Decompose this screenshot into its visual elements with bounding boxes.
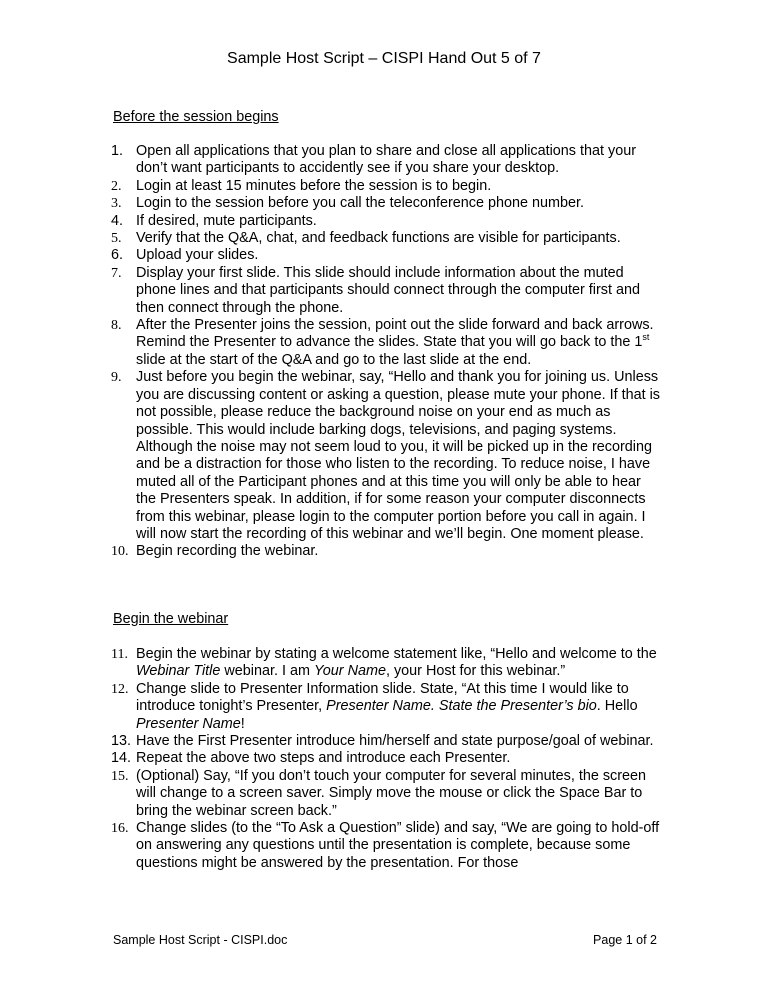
item-text: If desired, mute participants.: [136, 212, 317, 229]
list-item: [111, 543, 661, 560]
item-number: 15.: [111, 768, 129, 784]
item-text: Have the First Presenter introduce him/herself and state purpose/goal of webinar.: [136, 733, 654, 750]
item-text: Upload your slides.: [136, 247, 259, 264]
item-text: Change slides (to the “To Ask a Question” slide) and say, “We are going to hold-off on answering any questions until the presentation is complete, because some questions might be answered by the presentation. For those: [136, 820, 660, 871]
item-text: Display your first slide. This slide should include information about the muted phone lines and that participants should connect through the computer first and then connect through the phone.: [136, 264, 640, 316]
document-title: Sample Host Script – CISPI Hand Out 5 of 7: [227, 50, 541, 67]
item-text: Open all applications that you plan to share and close all applications that your don’t want participants to accidently see if you share your desktop.: [136, 143, 636, 177]
list-item: [111, 768, 661, 820]
item-text: Repeat the above two steps and introduce each Presenter.: [136, 750, 511, 767]
list-item: [111, 681, 661, 733]
item-number: 10.: [111, 544, 129, 560]
item-number: 9.: [111, 370, 122, 386]
item-text: (Optional) Say, “If you don’t touch your computer for several minutes, the screen will change to a screen saver. Simply move the mouse or click the Space Bar to bring the webinar screen back.”: [136, 767, 647, 819]
item-text: Verify that the Q&A, chat, and feedback functions are visible for participants.: [136, 230, 621, 247]
list-item: [111, 213, 661, 230]
before-session-list: [111, 143, 661, 561]
list-item: [111, 733, 661, 750]
item-number: 7.: [111, 265, 122, 281]
list-item: [111, 247, 661, 264]
item-number: 8.: [111, 318, 122, 334]
list-item: [111, 143, 661, 178]
list-item: [111, 369, 661, 543]
section-heading-before-session: Before the session begins: [113, 109, 279, 125]
list-item: [111, 750, 661, 767]
list-item: [111, 230, 661, 247]
item-number: 3.: [111, 196, 122, 212]
list-item: [111, 265, 661, 317]
item-number: 14.: [111, 750, 132, 767]
item-text: Login to the session before you call the teleconference phone number.: [136, 195, 585, 212]
list-item: [111, 317, 661, 369]
item-number: 4.: [111, 212, 124, 229]
begin-webinar-list: [111, 646, 661, 872]
list-item: [111, 646, 661, 681]
item-text: Just before you begin the webinar, say, “Hello and thank you for joining us. Unless you are discussing content or asking a question, please mute your phone. If that is not possible, please reduce the background noise on your end as much as possible. This would include barking dogs, televisions, and paging systems. Although the noise may not seem loud to you, it will be picked up in the recording and be a distraction for those who listen to the recording. To reduce noise, I have muted all of the Participant phones and at this time you will only be able to hear the Presenters speak. In addition, if for some reason your computer disconnects from this webinar, please login to the computer portion before you call in again. I will now start the recording of this webinar and we’ll begin. One moment please.: [136, 369, 660, 542]
section-heading-begin-webinar: Begin the webinar: [113, 611, 229, 627]
item-number: 2.: [111, 178, 122, 194]
item-number: 5.: [111, 231, 122, 247]
footer-filename: Sample Host Script - CISPI.doc: [113, 933, 288, 947]
item-text: After the Presenter joins the session, point out the slide forward and back arrows. Remind the Presenter to advance the slides. State that you will go back to the 1st slide at the start of the Q&A and go to the last slide at the end.: [136, 317, 654, 368]
item-text: Begin the webinar by stating a welcome statement like, “Hello and welcome to the Webinar Title webinar. I am Your Name, your Host for this webinar.”: [136, 646, 657, 680]
item-number: 11.: [111, 647, 128, 662]
item-text: Begin recording the webinar.: [136, 543, 319, 560]
list-item: [111, 820, 661, 872]
item-number: 12.: [111, 681, 129, 697]
item-text: Login at least 15 minutes before the session is to begin.: [136, 177, 492, 194]
item-text: Change slide to Presenter Information slide. State, “At this time I would like to introduce tonight’s Presenter, Presenter Name. State the Presenter’s bio. Hello Presenter Name!: [136, 680, 638, 732]
item-number: 6.: [111, 247, 124, 264]
item-number: 13.: [111, 733, 132, 750]
list-item: [111, 195, 661, 212]
footer-page-number: Page 1 of 2: [593, 933, 657, 947]
item-number: 16.: [111, 821, 129, 837]
item-number: 1.: [111, 143, 124, 159]
list-item: [111, 178, 661, 195]
